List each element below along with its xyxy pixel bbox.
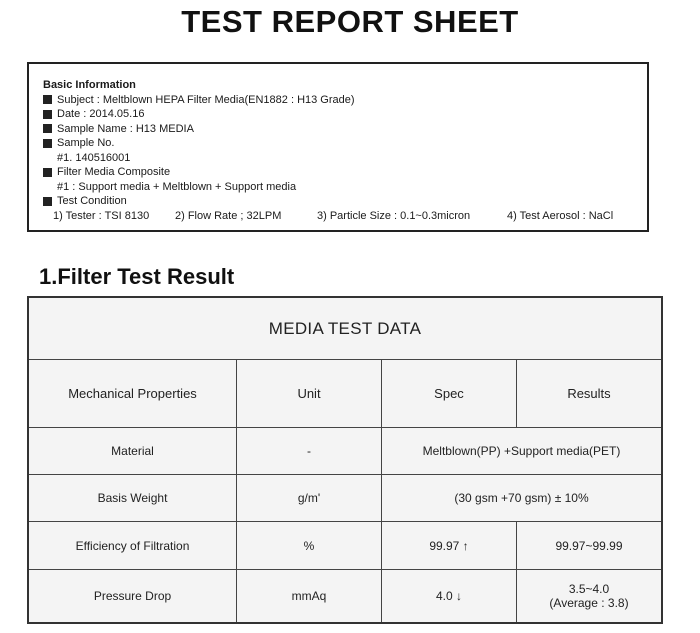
composite-label: Filter Media Composite — [57, 166, 171, 178]
material-property: Material — [29, 428, 237, 475]
header-spec: Spec — [382, 360, 517, 428]
pressure-drop-unit: mmAq — [237, 570, 382, 622]
pressure-drop-average: (Average : 3.8) — [549, 596, 629, 610]
table-title: MEDIA TEST DATA — [29, 298, 661, 360]
pressure-drop-results — [517, 570, 661, 622]
sample-name-line — [43, 122, 647, 137]
efficiency-spec: 99.97 ↑ — [382, 522, 517, 570]
condition-line — [43, 194, 647, 209]
sample-no-label: Sample No. — [57, 137, 115, 149]
sample-no-value: #1. 140516001 — [57, 151, 131, 164]
pressure-drop-property: Pressure Drop — [29, 570, 237, 622]
composite-line — [43, 165, 647, 180]
condition-test-aerosol: 4) Test Aerosol : NaCl — [507, 209, 614, 222]
condition-label: Test Condition — [57, 195, 127, 207]
report-title: TEST REPORT SHEET — [181, 4, 519, 39]
condition-flow-rate: 2) Flow Rate ; 32LPM — [175, 209, 282, 222]
header-unit: Unit — [237, 360, 382, 428]
square-bullet-icon — [43, 168, 52, 177]
material-value: Meltblown(PP) +Support media(PET) — [382, 428, 661, 475]
media-test-data-table — [27, 296, 663, 624]
sample-name-text: Sample Name : H13 MEDIA — [57, 122, 194, 135]
basic-information-box — [27, 62, 649, 232]
square-bullet-icon — [43, 95, 52, 104]
condition-particle-size: 3) Particle Size : 0.1~0.3micron — [317, 209, 471, 222]
efficiency-property: Efficiency of Filtration — [29, 522, 237, 570]
condition-tester: 1) Tester : TSI 8130 — [53, 209, 150, 222]
header-mechanical-properties: Mechanical Properties — [29, 360, 237, 428]
material-unit: - — [237, 428, 382, 475]
sample-no-line — [43, 136, 647, 151]
basis-weight-value: (30 gsm +70 gsm) ± 10% — [382, 475, 661, 522]
section-heading: 1.Filter Test Result — [39, 264, 235, 289]
subject-line — [43, 93, 647, 108]
square-bullet-icon — [43, 110, 52, 119]
efficiency-results: 99.97~99.99 — [517, 522, 661, 570]
basic-info-heading: Basic Information — [43, 79, 136, 91]
pressure-drop-range: 3.5~4.0 — [568, 582, 610, 596]
date-text: Date : 2014.05.16 — [57, 108, 145, 120]
square-bullet-icon — [43, 139, 52, 148]
subject-text: Subject : Meltblown HEPA Filter Media(EN1882 : H13 Grade) — [57, 93, 355, 106]
header-results: Results — [517, 360, 661, 428]
composite-value: #1 : Support media + Meltblown + Support media — [57, 180, 297, 193]
square-bullet-icon — [43, 197, 52, 206]
pressure-drop-spec: 4.0 ↓ — [382, 570, 517, 622]
square-bullet-icon — [43, 124, 52, 133]
test-conditions — [43, 209, 647, 224]
efficiency-unit: % — [237, 522, 382, 570]
basis-weight-unit: g/m' — [237, 475, 382, 522]
basis-weight-property: Basis Weight — [29, 475, 237, 522]
date-line — [43, 107, 647, 122]
